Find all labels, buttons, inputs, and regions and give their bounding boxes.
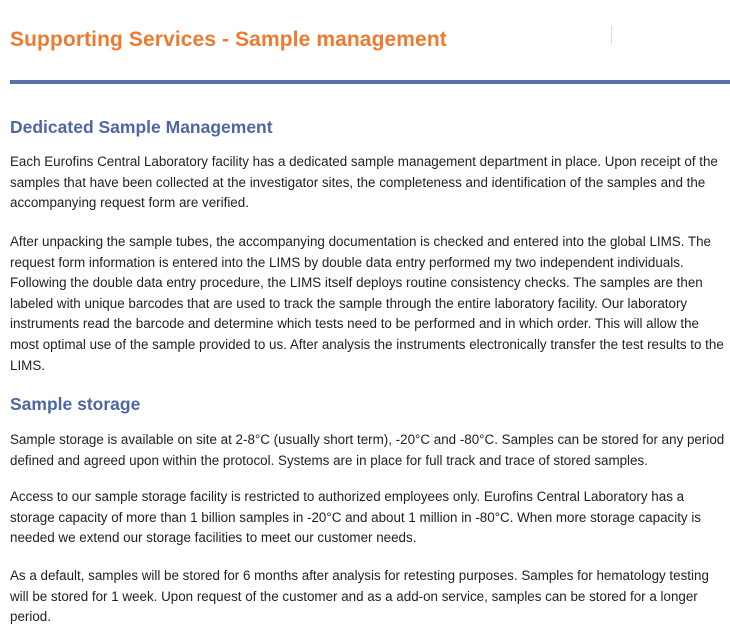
title-divider-mark <box>611 26 612 44</box>
paragraph-storage-duration: As a default, samples will be stored for 6 months after analysis for retesting purposes. Samples for hematology testing will be stored for 1 week. Upon request of the customer and as a add-on service, samples can be stored for a longer period. <box>10 568 709 625</box>
section-heading-sample-storage: Sample storage <box>10 394 141 414</box>
header-rule <box>10 80 730 84</box>
section-heading-dedicated-sample-management: Dedicated Sample Management <box>10 117 273 137</box>
paragraph-storage-temperatures: Sample storage is available on site at 2-8°C (usually short term), -20°C and -80°C. Samples can be stored for any period defined and agreed upon within the protocol. Systems are in place for full track and trace of stored samples. <box>10 432 725 468</box>
page-title: Supporting Services - Sample management <box>10 28 447 51</box>
paragraph-receipt: Each Eurofins Central Laboratory facility has a dedicated sample management department in place. Upon receipt of the samples that have been collected at the investigator sites, the completeness and identification of the samples and the accompanying request form are verified. <box>10 154 718 211</box>
paragraph-unpacking: After unpacking the sample tubes, the accompanying documentation is checked and entered into the global LIMS. The request form information is entered into the LIMS by double data entry performed my two independent individuals. Following the double data entry procedure, the LIMS itself deploys routine consistency checks. The samples are then labeled with unique barcodes that are used to track the sample through the entire laboratory facility. Our laboratory instruments read the barcode and determine which tests need to be performed and in which order. This will allow the most optimal use of the sample provided to us. After analysis the instruments electronically transfer the test results to the LIMS. <box>10 234 724 373</box>
paragraph-storage-access: Access to our sample storage facility is restricted to authorized employees only. Eurofins Central Laboratory has a storage capacity of more than 1 billion samples in -20°C and about 1 million in -80°C. When more storage capacity is needed we extend our storage facilities to meet our customer needs. <box>10 489 701 546</box>
